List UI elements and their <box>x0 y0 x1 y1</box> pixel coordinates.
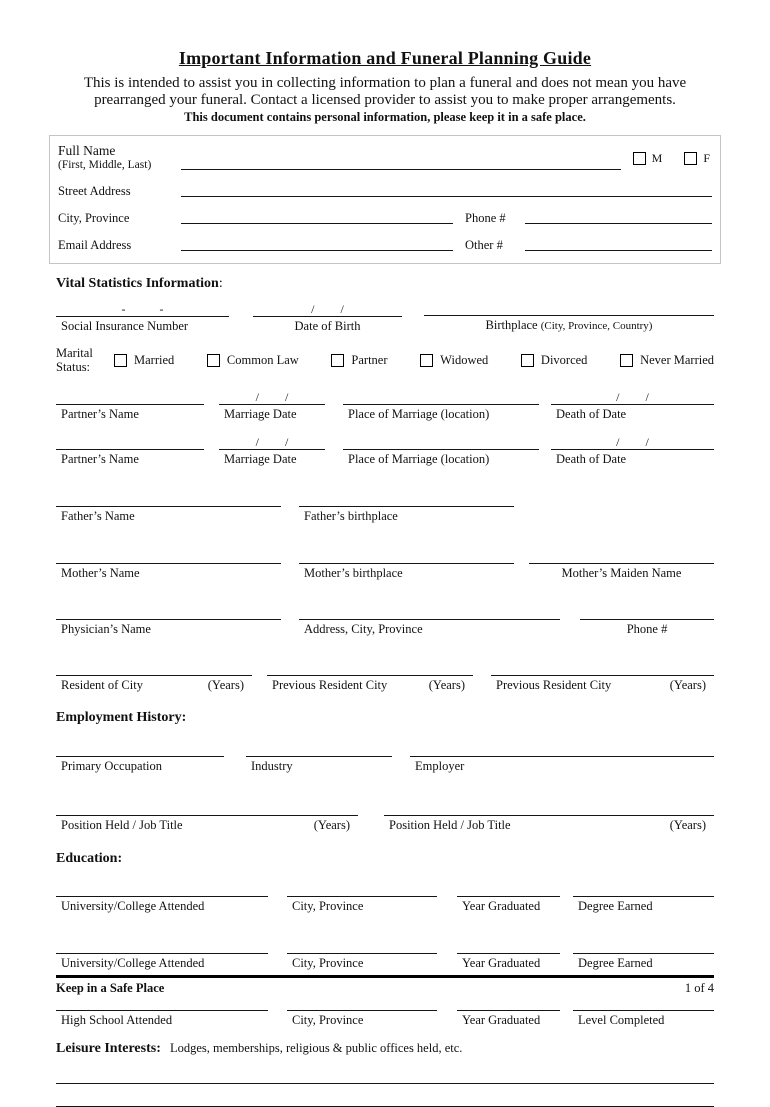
partner-name-input[interactable] <box>56 387 204 405</box>
father-birthplace-label: Father’s birthplace <box>304 509 398 523</box>
mother-maiden-name-input[interactable] <box>529 546 714 564</box>
high-school-level-label: Level Completed <box>578 1013 665 1027</box>
female-checkbox[interactable] <box>684 152 697 165</box>
partner-name-label: Partner’s Name <box>61 407 139 421</box>
leisure-interests-row <box>56 1041 714 1057</box>
university-year-label-2: Year Graduated <box>462 956 541 970</box>
previous-resident-city-input[interactable] <box>267 658 473 676</box>
intro-text <box>56 75 714 108</box>
full-name-input[interactable] <box>181 152 621 170</box>
physician-address-label: Address, City, Province <box>304 622 423 636</box>
death-date-label-2: Death of Date <box>556 452 627 466</box>
father-name-label: Father’s Name <box>61 509 135 523</box>
leisure-interests-description: Lodges, memberships, religious & public offices held, etc. <box>169 1041 463 1055</box>
father-name-input[interactable] <box>56 489 281 507</box>
employer-input[interactable] <box>410 739 714 757</box>
death-date-label: Death of Date <box>556 407 627 421</box>
university-city-input-2[interactable] <box>287 936 437 954</box>
industry-label: Industry <box>251 759 293 773</box>
email-address-input[interactable] <box>181 233 453 251</box>
street-address-input[interactable] <box>181 179 712 197</box>
full-name-label: Full Name (First, Middle, Last) <box>58 143 152 171</box>
father-birthplace-input[interactable] <box>299 489 514 507</box>
physician-name-input[interactable] <box>56 602 281 620</box>
sin-input[interactable]: - - <box>56 299 229 317</box>
page-title: Important Information and Funeral Planning Guide <box>178 48 592 68</box>
place-of-marriage-label: Place of Marriage (location) <box>348 407 490 421</box>
resident-city-input[interactable] <box>56 658 252 676</box>
email-address-label: Email Address <box>58 238 132 252</box>
marital-status-label: Marital Status: <box>56 346 93 374</box>
university-attended-label-2: University/College Attended <box>61 956 205 970</box>
privacy-notice: This document contains personal information, please keep it in a safe place. <box>184 110 586 124</box>
common-law-checkbox[interactable] <box>207 354 220 367</box>
marriage-date-label: Marriage Date <box>224 407 297 421</box>
marriage-date-input[interactable]: / / <box>219 387 325 405</box>
university-year-label: Year Graduated <box>462 899 541 913</box>
intro-line-1: This is intended to assist you in collecting information to plan a funeral and does not mean you have <box>83 75 687 91</box>
intro-line-2: prearranged your funeral. Contact a licensed provider to assist you to make proper arrangements. <box>94 91 676 108</box>
death-date-input[interactable]: / / <box>551 387 714 405</box>
widowed-checkbox[interactable] <box>420 354 433 367</box>
resident-city-label: Resident of City (Years) <box>61 678 244 692</box>
footer-left-text: Keep in a Safe Place <box>56 981 165 995</box>
birthplace-sublabel: (City, Province, Country) <box>540 320 653 332</box>
education-heading: Education: <box>56 851 123 866</box>
other-phone-label: Other # <box>465 238 503 252</box>
position-held-label-2: Position Held / Job Title (Years) <box>389 818 706 832</box>
industry-input[interactable] <box>246 739 392 757</box>
university-degree-label-2: Degree Earned <box>578 956 653 970</box>
birthplace-input[interactable] <box>424 298 714 316</box>
mother-maiden-name-label: Mother’s Maiden Name <box>561 566 682 580</box>
marital-option-partner: Partner <box>331 353 387 368</box>
university-city-label-2: City, Province <box>292 956 364 970</box>
partner-name-input-2[interactable] <box>56 432 204 450</box>
marital-option-never-married: Never Married <box>620 353 714 368</box>
mother-birthplace-input[interactable] <box>299 546 514 564</box>
marital-option-widowed: Widowed <box>420 353 488 368</box>
marriage-date-input-2[interactable]: / / <box>219 432 325 450</box>
primary-occupation-input[interactable] <box>56 739 224 757</box>
previous-resident-city-label-2: Previous Resident City (Years) <box>496 678 706 692</box>
university-attended-label: University/College Attended <box>61 899 205 913</box>
employment-history-heading: Employment History: <box>56 710 187 725</box>
university-degree-input-2[interactable] <box>573 936 714 954</box>
university-year-input[interactable] <box>457 879 560 897</box>
physician-name-label: Physician’s Name <box>61 622 151 636</box>
previous-resident-city-input-2[interactable] <box>491 658 714 676</box>
other-phone-input[interactable] <box>525 233 712 251</box>
date-of-birth-input[interactable]: / / <box>253 299 402 317</box>
marital-option-common-law: Common Law <box>207 353 299 368</box>
gender-group <box>633 151 712 166</box>
page-number: 1 of 4 <box>684 981 714 995</box>
place-of-marriage-input-2[interactable] <box>343 432 539 450</box>
high-school-city-label: City, Province <box>292 1013 364 1027</box>
university-degree-input[interactable] <box>573 879 714 897</box>
marital-option-married: Married <box>114 353 174 368</box>
leisure-interests-heading: Leisure Interests: <box>56 1041 161 1056</box>
marriage-date-label-2: Marriage Date <box>224 452 297 466</box>
vital-statistics-heading: Vital Statistics Information: <box>56 276 223 291</box>
high-school-attended-label: High School Attended <box>61 1013 173 1027</box>
partner-name-label-2: Partner’s Name <box>61 452 139 466</box>
never-married-checkbox[interactable] <box>620 354 633 367</box>
birthplace-label: Birthplace (City, Province, Country) <box>485 318 653 332</box>
female-label: F <box>703 151 710 165</box>
sin-label: Social Insurance Number <box>61 319 189 333</box>
phone-label: Phone # <box>465 211 506 225</box>
mother-birthplace-label: Mother’s birthplace <box>304 566 403 580</box>
city-province-label: City, Province <box>58 211 130 225</box>
death-date-input-2[interactable]: / / <box>551 432 714 450</box>
marital-option-divorced: Divorced <box>521 353 588 368</box>
place-of-marriage-input[interactable] <box>343 387 539 405</box>
university-attended-input[interactable] <box>56 879 268 897</box>
university-year-input-2[interactable] <box>457 936 560 954</box>
university-city-input[interactable] <box>287 879 437 897</box>
physician-address-input[interactable] <box>299 602 560 620</box>
phone-input[interactable] <box>525 206 712 224</box>
physician-phone-label: Phone # <box>626 622 668 636</box>
previous-resident-city-label: Previous Resident City (Years) <box>272 678 465 692</box>
city-province-input[interactable] <box>181 206 453 224</box>
primary-occupation-label: Primary Occupation <box>61 759 163 773</box>
place-of-marriage-label-2: Place of Marriage (location) <box>348 452 490 466</box>
male-checkbox[interactable] <box>633 152 646 165</box>
leisure-interests-input-line-1[interactable] <box>56 1083 714 1084</box>
position-held-input[interactable] <box>56 798 358 816</box>
mother-name-label: Mother’s Name <box>61 566 140 580</box>
position-held-label: Position Held / Job Title (Years) <box>61 818 350 832</box>
date-of-birth-label: Date of Birth <box>294 319 361 333</box>
marital-status-row <box>56 346 714 374</box>
partner-checkbox[interactable] <box>331 354 344 367</box>
married-checkbox[interactable] <box>114 354 127 367</box>
male-label: M <box>651 151 663 165</box>
university-attended-input-2[interactable] <box>56 936 268 954</box>
high-school-year-label: Year Graduated <box>462 1013 541 1027</box>
physician-phone-input[interactable] <box>580 602 714 620</box>
university-city-label: City, Province <box>292 899 364 913</box>
university-degree-label: Degree Earned <box>578 899 653 913</box>
page-footer <box>56 975 714 996</box>
position-held-input-2[interactable] <box>384 798 714 816</box>
divorced-checkbox[interactable] <box>521 354 534 367</box>
street-address-label: Street Address <box>58 184 131 198</box>
mother-name-input[interactable] <box>56 546 281 564</box>
personal-info-box <box>49 135 721 264</box>
employer-label: Employer <box>415 759 465 773</box>
